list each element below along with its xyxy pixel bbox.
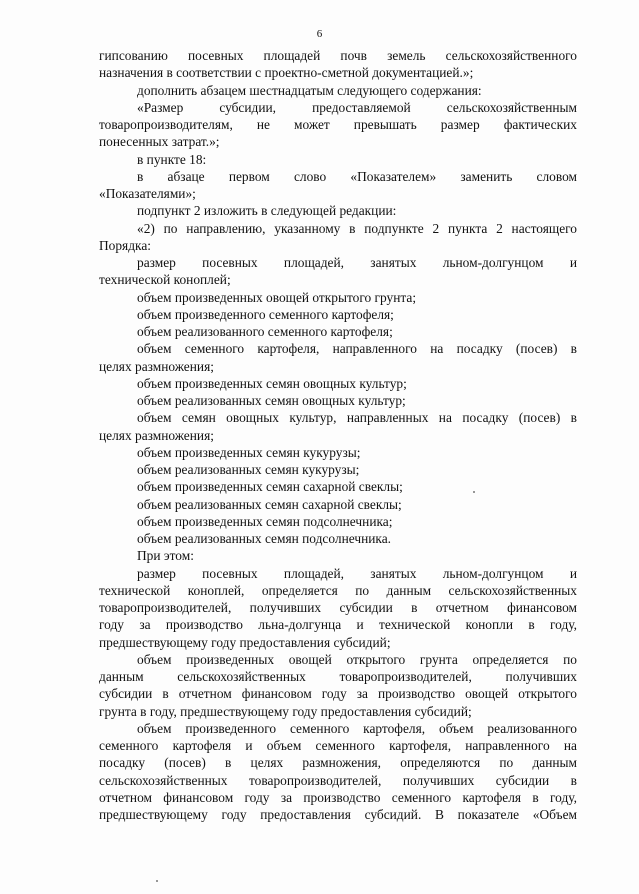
text-line: «2) по направлению, указанному в подпункте 2 пункта 2 настоящего: [137, 220, 577, 236]
text-line: субсидии в отчетном финансовом году за производство овощей открытого: [99, 686, 577, 702]
text-line: объем произведенного семенного картофеля;: [137, 306, 394, 322]
scan-speck: [473, 491, 475, 493]
text-line: объем произведенных семян сахарной свеклы;: [137, 479, 403, 495]
text-line: размер посевных площадей, занятых льном-долгунцом и: [137, 255, 577, 270]
text-line: объем реализованных семян кукурузы;: [137, 462, 360, 477]
text-line: предшествующему году предоставления субсидий;: [99, 634, 391, 650]
text-line: отчетном финансовом году за производство семенного картофеля в году,: [99, 789, 577, 805]
text-line: «Показателями»;: [99, 186, 196, 201]
text-line: товаропроизводителям, не может превышать размер фактических: [99, 117, 577, 132]
text-line: сельскохозяйственных товаропроизводителей, получивших субсидии в: [99, 772, 577, 788]
text-line: объем семян овощных культур, направленных на посадку (посев) в: [137, 410, 577, 426]
text-line: При этом:: [137, 548, 194, 564]
text-line: объем реализованных семян подсолнечника.: [137, 531, 392, 546]
text-line: в пункте 18:: [137, 151, 207, 167]
text-line: технической коноплей;: [99, 272, 231, 288]
text-line: Порядка:: [99, 237, 151, 253]
text-line: технической коноплей, определяется по данным сельскохозяйственных: [99, 582, 577, 598]
text-line: объем реализованного семенного картофеля;: [137, 324, 393, 339]
text-line: объем произведенных овощей открытого грунта;: [137, 289, 417, 305]
text-line: понесенных затрат.»;: [99, 134, 220, 150]
text-line: объем реализованных семян овощных культур;: [137, 393, 406, 408]
text-line: семенного картофеля и объем семенного картофеля, направленного на: [99, 738, 577, 753]
text-line: подпункт 2 изложить в следующей редакции:: [137, 203, 397, 219]
page-number: 6: [316, 28, 323, 40]
text-line: объем произведенных овощей открытого грунта определяется по: [137, 651, 577, 667]
text-line: объем произведенных семян кукурузы;: [137, 444, 361, 460]
text-line: дополнить абзацем шестнадцатым следующего содержания:: [137, 82, 482, 98]
text-line: назначения в соответствии с проектно-сметной документацией.»;: [99, 65, 474, 81]
text-line: году за производство льна-долгунца и технической конопли в году,: [99, 617, 577, 633]
text-line: объем семенного картофеля, направленного на посадку (посев) в: [137, 341, 577, 357]
text-line: «Размер субсидии, предоставляемой сельскохозяйственным: [137, 99, 577, 115]
text-line: объем произведенного семенного картофеля, объем реализованного: [137, 720, 577, 736]
text-line: целях размножения;: [99, 427, 214, 443]
text-line: целях размножения;: [99, 358, 214, 374]
text-line: размер посевных площадей, занятых льном-долгунцом и: [137, 565, 577, 581]
text-line: в абзаце первом слово «Показателем» заменить словом: [137, 168, 577, 184]
text-line: предшествующему году предоставления субсидий. В показателе «Объем: [99, 807, 577, 822]
text-line: объем реализованных семян сахарной свеклы;: [137, 496, 402, 512]
text-line: грунта в году, предшествующему году предоставления субсидий;: [99, 703, 472, 719]
text-line: гипсованию посевных площадей почв земель сельскохозяйственного: [99, 48, 577, 63]
text-line: данным сельскохозяйственных товаропроизводителей, получивших: [99, 669, 577, 684]
text-line: посадку (посев) в целях размножения, определяются по данным: [99, 755, 577, 771]
text-line: товаропроизводителей, получивших субсидии в отчетном финансовом: [99, 600, 577, 615]
scan-speck: [156, 880, 158, 882]
text-line: объем произведенных семян овощных культур;: [137, 375, 407, 391]
body-text: [99, 47, 577, 823]
text-line: объем произведенных семян подсолнечника;: [137, 513, 393, 529]
